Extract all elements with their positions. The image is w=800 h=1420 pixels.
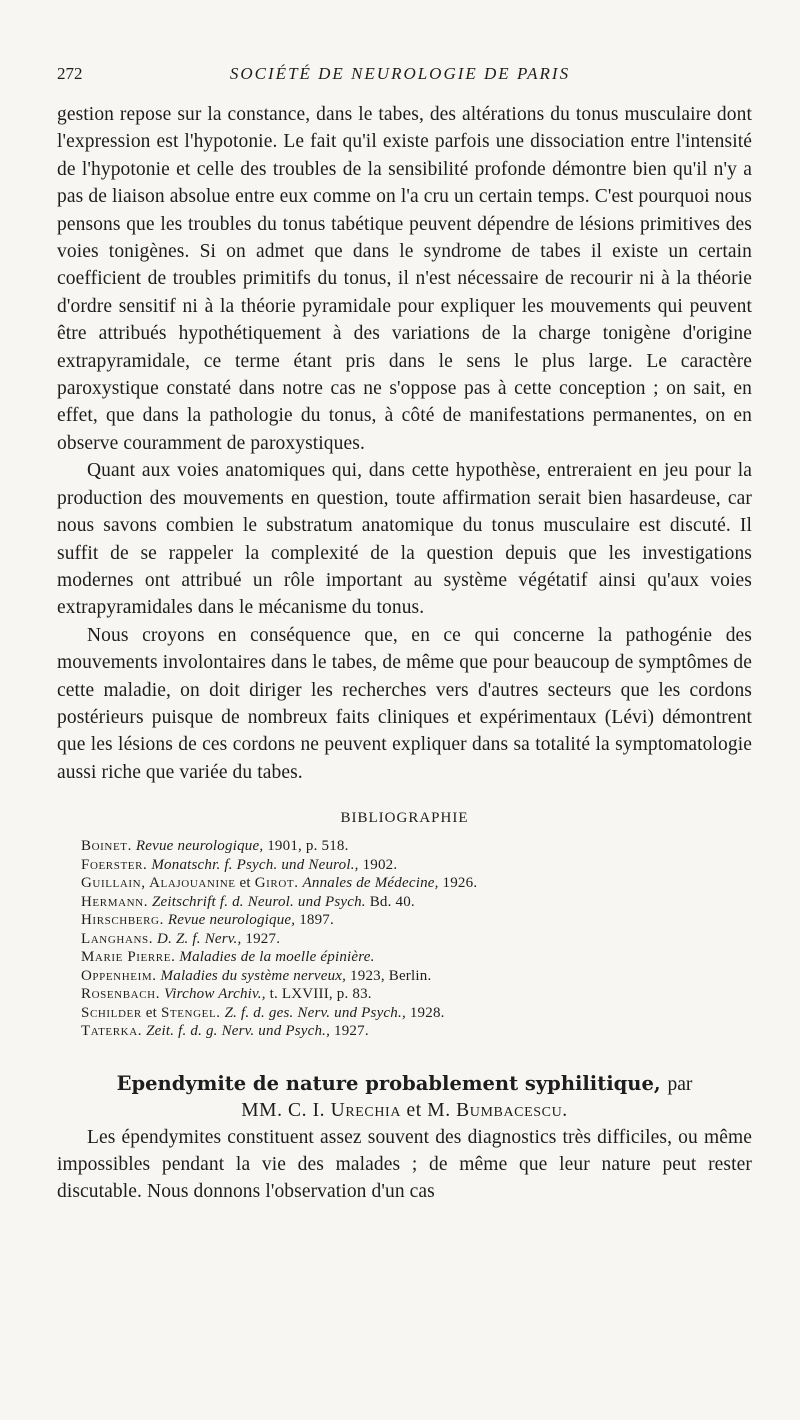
bibliography-heading: BIBLIOGRAPHIE (340, 810, 469, 827)
reference-item: Hirschberg. Revue neurologique, 1897. (81, 912, 334, 929)
paragraph-continued: gestion repose sur la constance, dans le tabes, des altérations du tonus musculaire dont l'expression est l'hypotonie. Le fait qu'il existe parfois une dissociation entre l'intensité de l'hypotonie et celle des troubles de la sensibilité profonde démontre bien qu'il n'y a pas de liaison absolue entre eux comme on l'a cru un certain temps. C'est pourquoi nous pensons que les troubles du tonus tabétique peuvent dépendre de lésions primitives des voies tonigènes. Si on admet que dans le syndrome de tabes il existe un certain coefficient de troubles primitifs du tonus, il n'est nécessaire de recourir ni à la théorie d'ordre sensitif ni à la théorie pyramidale pour expliquer les mouvements qui peuvent être attribués hypothétiquement à des variations de la charge tonigène d'origine extrapyramidale, ce terme étant pris dans le sens le plus large. Le caractère paroxystique constaté dans notre cas ne s'oppose pas à cette conception ; on sait, en effet, que dans la pathologie du tonus, à côté de manifestations permanentes, on en observe couramment de paroxystiques. (57, 104, 752, 454)
paragraph-anatomical-pathways: Quant aux voies anatomiques qui, dans cette hypothèse, entreraient en jeu pour la production des mouvements en question, toute affirmation serait bien hasardeuse, car nous savons combien le substratum anatomique du tonus musculaire est discuté. Il suffit de se rappeler la complexité de la question depuis que les investigations modernes ont attribué un rôle important au système végétatif ainsi qu'aux voies extrapyramidales dans le mécanisme du tonus. (57, 460, 752, 619)
running-header (57, 64, 743, 88)
reference-item: Boinet. Revue neurologique, 1901, p. 518. (81, 838, 349, 855)
bibliography-list (57, 837, 752, 1041)
article-title: Ependymite de nature probablement syphilitique, par (116, 1071, 693, 1095)
page-number: 272 (57, 64, 83, 83)
reference-item: Oppenheim. Maladies du système nerveux, 1923, Berlin. (81, 967, 432, 984)
reference-item: Guillain, Alajouanine et Girot. Annales de Médecine, 1926. (81, 875, 478, 892)
reference-item: Schilder et Stengel. Z. f. d. ges. Nerv. und Psych., 1928. (81, 1004, 445, 1021)
page-body (57, 101, 752, 1206)
running-title: SOCIÉTÉ DE NEUROLOGIE DE PARIS (229, 64, 571, 83)
article-first-paragraph: Les épendymites constituent assez souvent des diagnostics très difficiles, ou même impossibles pendant la vie des malades ; de même que leur nature peut rester discutable. Nous donnons l'observation d'un cas (57, 1126, 752, 1203)
reference-item: Langhans. D. Z. f. Nerv., 1927. (81, 930, 281, 947)
paragraph-conclusion: Nous croyons en conséquence que, en ce qui concerne la pathogénie des mouvements involontaires dans le tabes, de même que pour beaucoup de symptômes de cette maladie, on doit diriger les recherches vers d'autres secteurs que les cordons postérieurs puisque de nombreux faits cliniques et expérimentaux (Lévi) démontrent que les lésions de ces cordons ne peuvent expliquer dans sa totalité la symptomatologie aussi riche que variée du tabes. (57, 624, 752, 783)
article-authors: MM. C. I. Urechia et M. Bumbacescu. (241, 1099, 568, 1121)
reference-item: Hermann. Zeitschrift f. d. Neurol. und Psych. Bd. 40. (81, 893, 415, 910)
reference-item: Taterka. Zeit. f. d. g. Nerv. und Psych., 1927. (81, 1023, 369, 1040)
reference-item: Foerster. Monatschr. f. Psych. und Neurol., 1902. (81, 856, 398, 873)
reference-item: Rosenbach. Virchow Archiv., t. LXVIII, p. 83. (81, 986, 372, 1003)
reference-item: Marie Pierre. Maladies de la moelle épinière. (81, 949, 375, 966)
